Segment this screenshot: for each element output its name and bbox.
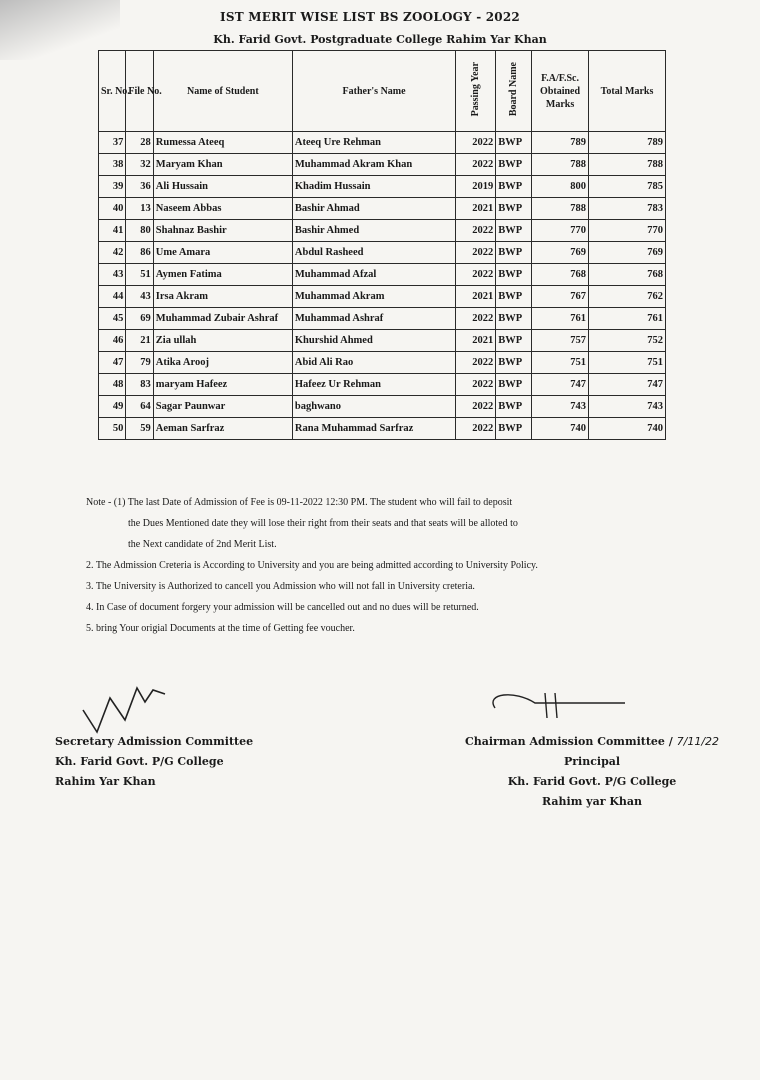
cell-total-marks: 789 [589, 132, 666, 154]
cell-sr-no: 48 [99, 374, 126, 396]
table-row [99, 220, 666, 242]
cell-file-no: 51 [126, 264, 153, 286]
cell-father-name: Muhammad Akram Khan [292, 154, 455, 176]
cell-student-name: Atika Arooj [153, 352, 292, 374]
cell-sr-no: 39 [99, 176, 126, 198]
cell-total-marks: 783 [589, 198, 666, 220]
cell-student-name: Rumessa Ateeq [153, 132, 292, 154]
cell-board-name: BWP [496, 330, 532, 352]
cell-total-marks: 762 [589, 286, 666, 308]
cell-file-no: 32 [126, 154, 153, 176]
col-sr-no: Sr. No. [99, 51, 126, 132]
chairman-block [465, 732, 719, 812]
cell-obtained-marks: 740 [532, 418, 589, 440]
cell-obtained-marks: 769 [532, 242, 589, 264]
cell-total-marks: 788 [589, 154, 666, 176]
cell-father-name: Hafeez Ur Rehman [292, 374, 455, 396]
cell-board-name: BWP [496, 374, 532, 396]
cell-passing-year: 2022 [456, 418, 496, 440]
signatures-section [0, 680, 740, 830]
cell-obtained-marks: 788 [532, 154, 589, 176]
cell-passing-year: 2019 [456, 176, 496, 198]
col-student-name: Name of Student [153, 51, 292, 132]
col-obtained-marks: F.A/F.Sc. Obtained Marks [532, 51, 589, 132]
cell-obtained-marks: 757 [532, 330, 589, 352]
cell-father-name: Bashir Ahmad [292, 198, 455, 220]
chairman-signature-icon [475, 688, 675, 728]
secretary-title: Secretary Admission Committee [55, 735, 254, 748]
cell-sr-no: 42 [99, 242, 126, 264]
cell-student-name: Aymen Fatima [153, 264, 292, 286]
cell-board-name: BWP [496, 352, 532, 374]
chairman-city: Rahim yar Khan [542, 795, 643, 808]
cell-obtained-marks: 768 [532, 264, 589, 286]
college-name: Kh. Farid Govt. Postgraduate College Rahim Yar Khan [213, 33, 547, 46]
cell-sr-no: 49 [99, 396, 126, 418]
table-row [99, 154, 666, 176]
secretary-college: Kh. Farid Govt. P/G College [55, 755, 224, 768]
cell-file-no: 59 [126, 418, 153, 440]
cell-sr-no: 40 [99, 198, 126, 220]
note-3: 3. The University is Authorized to cancell you Admission who will not fall in University creteria. [86, 581, 475, 592]
cell-father-name: Abdul Rasheed [292, 242, 455, 264]
cell-father-name: Abid Ali Rao [292, 352, 455, 374]
cell-passing-year: 2022 [456, 396, 496, 418]
cell-obtained-marks: 767 [532, 286, 589, 308]
cell-obtained-marks: 800 [532, 176, 589, 198]
cell-student-name: maryam Hafeez [153, 374, 292, 396]
note-1-cont-2: the Next candidate of 2nd Merit List. [128, 539, 277, 550]
cell-total-marks: 752 [589, 330, 666, 352]
cell-passing-year: 2022 [456, 308, 496, 330]
merit-table [98, 50, 666, 440]
signature-date: 7/11/22 [676, 735, 720, 748]
chairman-title: Chairman Admission Committee / 7/11/22 [465, 735, 720, 748]
table-row [99, 264, 666, 286]
secretary-city: Rahim Yar Khan [55, 775, 156, 788]
cell-father-name: Khurshid Ahmed [292, 330, 455, 352]
table-row [99, 198, 666, 220]
cell-total-marks: 743 [589, 396, 666, 418]
note-2: 2. The Admission Creteria is According to University and you are being admitted according to University Policy. [86, 560, 538, 571]
cell-passing-year: 2021 [456, 198, 496, 220]
note-4: 4. In Case of document forgery your admission will be cancelled out and no dues will be returned. [86, 602, 479, 613]
col-passing-year-label: Passing Year [470, 62, 482, 117]
cell-sr-no: 45 [99, 308, 126, 330]
cell-board-name: BWP [496, 418, 532, 440]
cell-total-marks: 769 [589, 242, 666, 264]
cell-file-no: 79 [126, 352, 153, 374]
cell-sr-no: 41 [99, 220, 126, 242]
cell-father-name: baghwano [292, 396, 455, 418]
cell-passing-year: 2022 [456, 264, 496, 286]
cell-board-name: BWP [496, 198, 532, 220]
cell-sr-no: 44 [99, 286, 126, 308]
table-row [99, 396, 666, 418]
table-row [99, 374, 666, 396]
cell-obtained-marks: 747 [532, 374, 589, 396]
table-row [99, 352, 666, 374]
cell-passing-year: 2022 [456, 242, 496, 264]
cell-student-name: Naseem Abbas [153, 198, 292, 220]
table-row [99, 330, 666, 352]
col-file-no: File No. [126, 51, 153, 132]
cell-sr-no: 46 [99, 330, 126, 352]
cell-passing-year: 2022 [456, 352, 496, 374]
table-row [99, 308, 666, 330]
col-total-marks: Total Marks [589, 51, 666, 132]
cell-father-name: Muhammad Ashraf [292, 308, 455, 330]
cell-father-name: Muhammad Afzal [292, 264, 455, 286]
note-1: Note - (1) The last Date of Admission of Fee is 09-11-2022 12:30 PM. The student who will fail to deposit [86, 497, 513, 508]
note-5: 5. bring Your origial Documents at the time of Getting fee voucher. [86, 623, 355, 634]
cell-total-marks: 761 [589, 308, 666, 330]
cell-total-marks: 785 [589, 176, 666, 198]
cell-sr-no: 43 [99, 264, 126, 286]
cell-student-name: Ume Amara [153, 242, 292, 264]
cell-file-no: 83 [126, 374, 153, 396]
cell-sr-no: 38 [99, 154, 126, 176]
cell-board-name: BWP [496, 132, 532, 154]
cell-passing-year: 2022 [456, 374, 496, 396]
cell-file-no: 80 [126, 220, 153, 242]
cell-passing-year: 2021 [456, 286, 496, 308]
cell-obtained-marks: 751 [532, 352, 589, 374]
cell-student-name: Aeman Sarfraz [153, 418, 292, 440]
document-title: IST MERIT WISE LIST BS ZOOLOGY - 2022 [220, 10, 520, 24]
principal-label: Principal [563, 755, 621, 768]
table-row [99, 286, 666, 308]
cell-board-name: BWP [496, 308, 532, 330]
cell-board-name: BWP [496, 286, 532, 308]
cell-sr-no: 37 [99, 132, 126, 154]
cell-board-name: BWP [496, 242, 532, 264]
cell-board-name: BWP [496, 154, 532, 176]
cell-obtained-marks: 770 [532, 220, 589, 242]
cell-student-name: Shahnaz Bashir [153, 220, 292, 242]
cell-obtained-marks: 743 [532, 396, 589, 418]
table-row [99, 132, 666, 154]
cell-board-name: BWP [496, 264, 532, 286]
chairman-college: Kh. Farid Govt. P/G College [507, 775, 677, 788]
cell-file-no: 64 [126, 396, 153, 418]
notes-section [86, 492, 706, 639]
cell-total-marks: 747 [589, 374, 666, 396]
cell-file-no: 43 [126, 286, 153, 308]
table-row [99, 418, 666, 440]
cell-student-name: Sagar Paunwar [153, 396, 292, 418]
cell-obtained-marks: 788 [532, 198, 589, 220]
cell-passing-year: 2022 [456, 132, 496, 154]
cell-file-no: 36 [126, 176, 153, 198]
cell-passing-year: 2022 [456, 154, 496, 176]
col-father-name: Father's Name [292, 51, 455, 132]
cell-sr-no: 50 [99, 418, 126, 440]
cell-total-marks: 770 [589, 220, 666, 242]
note-1-cont: the Dues Mentioned date they will lose their right from their seats and that seats will be alloted to [128, 518, 518, 529]
table-row [99, 176, 666, 198]
cell-father-name: Muhammad Akram [292, 286, 455, 308]
cell-file-no: 86 [126, 242, 153, 264]
cell-total-marks: 768 [589, 264, 666, 286]
cell-student-name: Maryam Khan [153, 154, 292, 176]
cell-student-name: Ali Hussain [153, 176, 292, 198]
cell-father-name: Khadim Hussain [292, 176, 455, 198]
cell-board-name: BWP [496, 220, 532, 242]
cell-father-name: Rana Muhammad Sarfraz [292, 418, 455, 440]
cell-obtained-marks: 789 [532, 132, 589, 154]
cell-student-name: Muhammad Zubair Ashraf [153, 308, 292, 330]
cell-obtained-marks: 761 [532, 308, 589, 330]
cell-student-name: Irsa Akram [153, 286, 292, 308]
cell-passing-year: 2021 [456, 330, 496, 352]
cell-total-marks: 751 [589, 352, 666, 374]
cell-sr-no: 47 [99, 352, 126, 374]
cell-passing-year: 2022 [456, 220, 496, 242]
col-board-name-label: Board Name [508, 62, 520, 117]
cell-father-name: Bashir Ahmed [292, 220, 455, 242]
table-header-row [99, 51, 666, 132]
cell-total-marks: 740 [589, 418, 666, 440]
cell-father-name: Ateeq Ure Rehman [292, 132, 455, 154]
cell-file-no: 13 [126, 198, 153, 220]
cell-board-name: BWP [496, 396, 532, 418]
cell-file-no: 69 [126, 308, 153, 330]
cell-student-name: Zia ullah [153, 330, 292, 352]
col-board-name [496, 51, 532, 132]
secretary-signature-icon [75, 680, 195, 740]
secretary-block [55, 732, 253, 792]
cell-file-no: 21 [126, 330, 153, 352]
cell-file-no: 28 [126, 132, 153, 154]
cell-board-name: BWP [496, 176, 532, 198]
table-row [99, 242, 666, 264]
col-passing-year [456, 51, 496, 132]
